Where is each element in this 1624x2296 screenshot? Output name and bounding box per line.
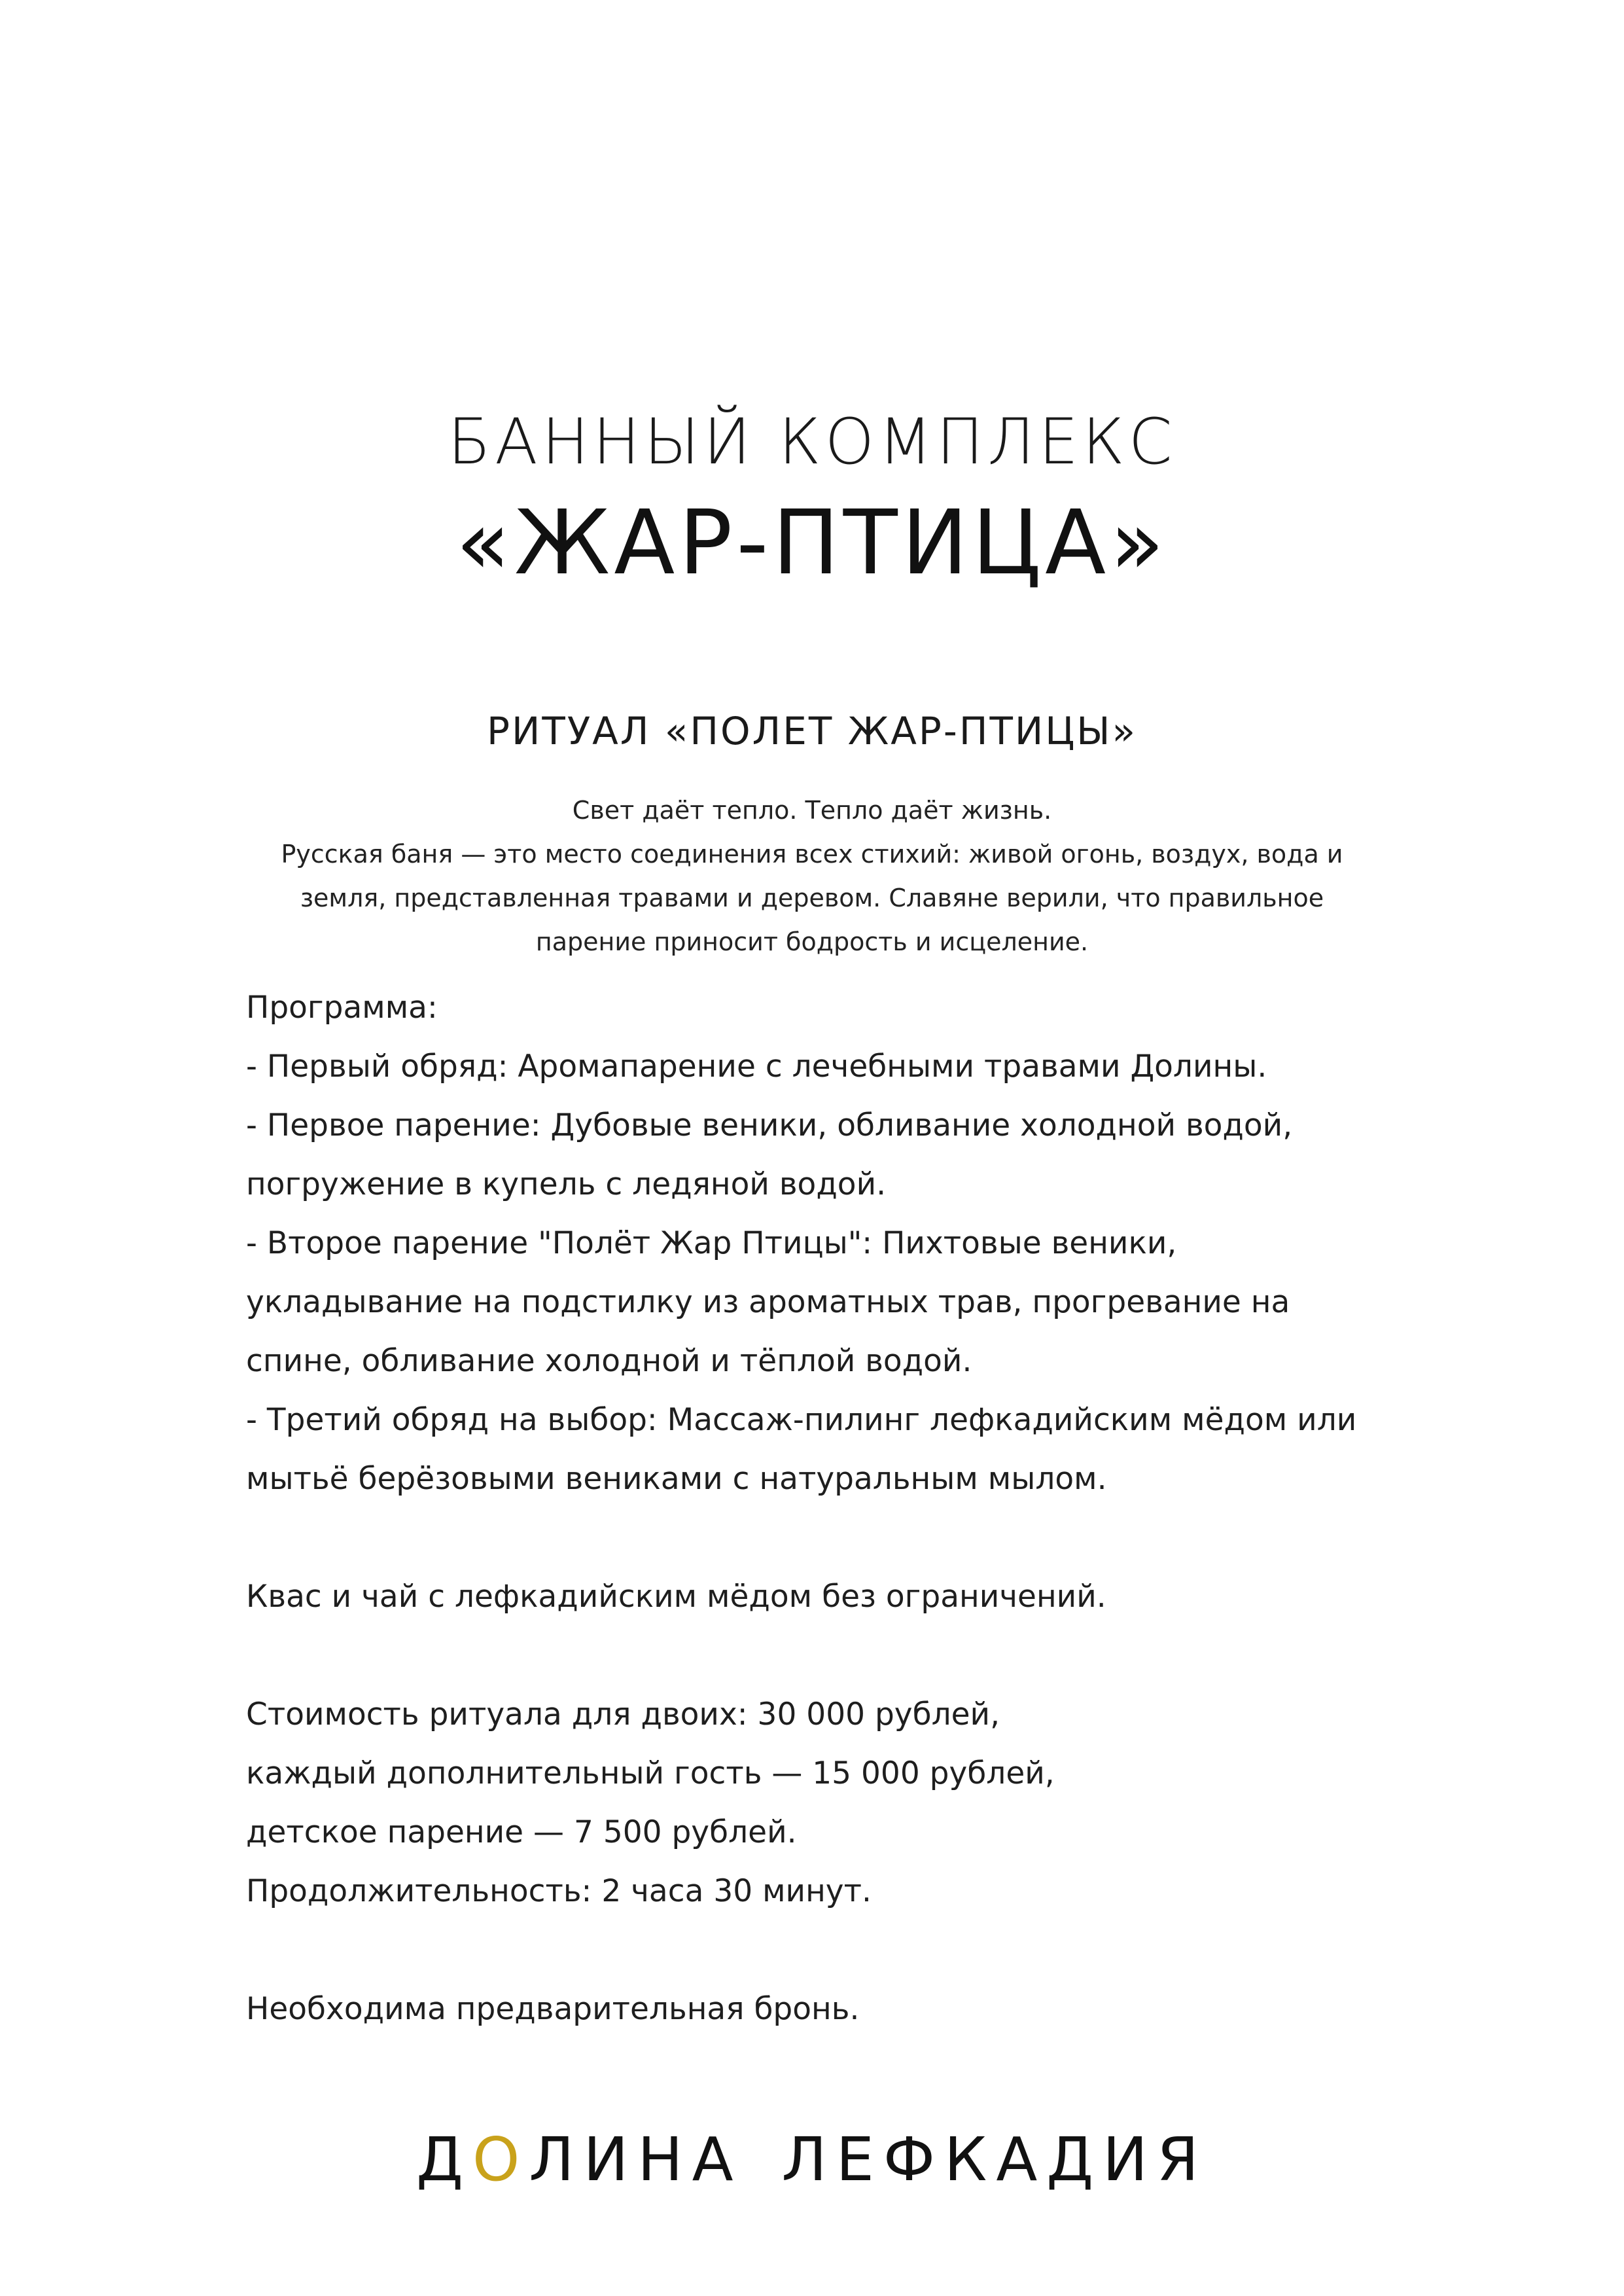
program-section (246, 978, 1424, 2039)
intro-line: земля, представленная травами и деревом. Славяне верили, что правильное (300, 884, 1324, 912)
logo-accent-letter: О (472, 2125, 529, 2195)
program-line: - Второе парение "Полёт Жар Птицы": Пихтовые веники, (246, 1225, 1177, 1261)
spacer (246, 1626, 1424, 1685)
program-heading: Программа: (246, 990, 438, 1026)
complex-title: БАННЫЙ КОМПЛЕКС (448, 405, 1176, 478)
ritual-intro (236, 789, 1388, 964)
price-line: детское парение — 7 500 рублей. (246, 1814, 797, 1850)
program-line: - Третий обряд на выбор: Массаж-пилинг лефкадийским мёдом или (246, 1402, 1357, 1438)
intro-line: Русская баня — это место соединения всех стихий: живой огонь, воздух, вода и (281, 840, 1343, 869)
program-line: - Первое парение: Дубовые веники, обливание холодной водой, (246, 1107, 1293, 1143)
intro-line: Свет даёт тепло. Тепло даёт жизнь. (572, 796, 1052, 825)
duration-line: Продолжительность: 2 часа 30 минут. (246, 1873, 872, 1909)
drinks-note: Квас и чай с лефкадийским мёдом без ограничений. (246, 1579, 1106, 1615)
program-line: погружение в купель с ледяной водой. (246, 1166, 887, 1202)
spacer (246, 1921, 1424, 1980)
program-line: спине, обливание холодной и тёплой водой. (246, 1343, 972, 1379)
program-line: укладывание на подстилку из ароматных трав, прогревание на (246, 1284, 1290, 1320)
booking-note: Необходима предварительная бронь. (246, 1991, 860, 2027)
program-line: - Первый обряд: Аромапарение с лечебными травами Долины. (246, 1049, 1267, 1085)
program-line: мытьё берёзовыми вениками с натуральным мылом. (246, 1461, 1107, 1497)
intro-line: парение приносит бодрость и исцеление. (535, 927, 1089, 956)
price-line: Стоимость ритуала для двоих: 30 000 рублей, (246, 1696, 1000, 1732)
ritual-title: РИТУАЛ «ПОЛЕТ ЖАР-ПТИЦЫ» (487, 709, 1137, 753)
price-line: каждый дополнительный гость — 15 000 рублей, (246, 1755, 1055, 1791)
spacer (246, 1509, 1424, 1568)
brand-logo: ДОЛИНА ЛЕФКАДИЯ (416, 2125, 1208, 2195)
complex-name: «ЖАР-ПТИЦА» (455, 492, 1169, 595)
